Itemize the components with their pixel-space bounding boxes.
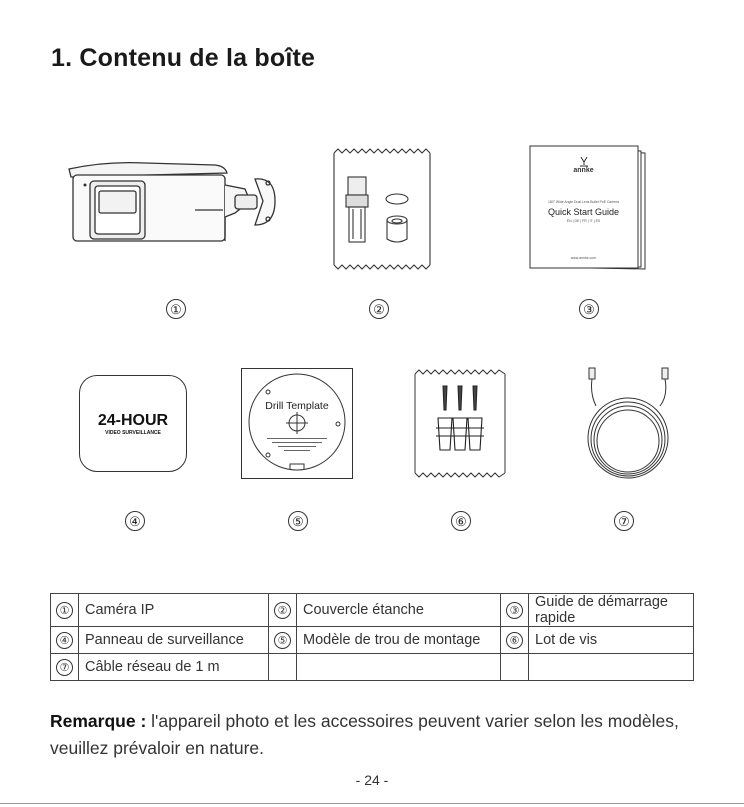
item-label: Câble réseau de 1 m bbox=[79, 654, 269, 681]
item-number: ② bbox=[274, 602, 291, 619]
item-label: Panneau de surveillance bbox=[79, 627, 269, 654]
item-number: ⑥ bbox=[506, 632, 523, 649]
remark-text: l'appareil photo et les accessoires peuvent varier selon les modèles, veuillez prévaloir en nature. bbox=[50, 711, 679, 758]
item-label: Lot de vis bbox=[529, 627, 694, 654]
item-marker-6: ⑥ bbox=[451, 511, 471, 531]
sticker-line2: VIDEO SURVEILLANCE bbox=[105, 430, 161, 436]
drill-template-icon bbox=[242, 369, 352, 478]
quick-start-guide-illustration bbox=[529, 145, 647, 271]
guide-url: www.annke.com bbox=[570, 256, 597, 260]
empty-cell bbox=[501, 654, 529, 681]
screw-kit-illustration bbox=[414, 368, 506, 480]
item-marker-1: ① bbox=[166, 299, 186, 319]
page-number: - 24 - bbox=[355, 772, 389, 788]
item-number: ① bbox=[56, 602, 73, 619]
network-cable-illustration bbox=[578, 364, 678, 484]
guide-subtitle: 180° Wide Angle Dual Lens Bullet PoE Camera bbox=[547, 200, 620, 204]
item-number: ⑤ bbox=[274, 632, 291, 649]
item-number: ④ bbox=[56, 632, 73, 649]
item-marker-3: ③ bbox=[579, 299, 599, 319]
item-number: ⑦ bbox=[56, 659, 73, 676]
sticker-line1: 24-HOUR bbox=[97, 412, 169, 429]
item-label: Caméra IP bbox=[79, 594, 269, 627]
item-marker-2: ② bbox=[369, 299, 389, 319]
empty-cell bbox=[269, 654, 297, 681]
surveillance-sticker-illustration bbox=[79, 375, 187, 472]
remark-label: Remarque : bbox=[50, 711, 147, 731]
table-row bbox=[51, 627, 694, 654]
drill-template-title: Drill Template bbox=[265, 400, 329, 412]
contents-table bbox=[50, 593, 694, 681]
page-title: 1. Contenu de la boîte bbox=[51, 44, 316, 72]
table-row bbox=[51, 654, 694, 681]
drill-template-illustration bbox=[241, 368, 353, 479]
item-marker-4: ④ bbox=[125, 511, 145, 531]
guide-brand: annke bbox=[573, 167, 594, 174]
waterproof-cover-illustration bbox=[333, 147, 431, 271]
table-row bbox=[51, 594, 694, 627]
item-label: Couvercle étanche bbox=[297, 594, 501, 627]
item-marker-7: ⑦ bbox=[614, 511, 634, 531]
remark-note bbox=[50, 708, 710, 762]
item-label: Modèle de trou de montage bbox=[297, 627, 501, 654]
empty-cell bbox=[297, 654, 501, 681]
empty-cell bbox=[529, 654, 694, 681]
guide-title: Quick Start Guide bbox=[547, 207, 620, 217]
item-marker-5: ⑤ bbox=[288, 511, 308, 531]
item-number: ③ bbox=[506, 602, 523, 619]
guide-languages: EN | DE | FR | IT | ES bbox=[566, 219, 601, 223]
footer-divider bbox=[0, 803, 744, 804]
ip-camera-illustration bbox=[65, 155, 280, 250]
item-label: Guide de démarrage rapide bbox=[529, 594, 694, 627]
